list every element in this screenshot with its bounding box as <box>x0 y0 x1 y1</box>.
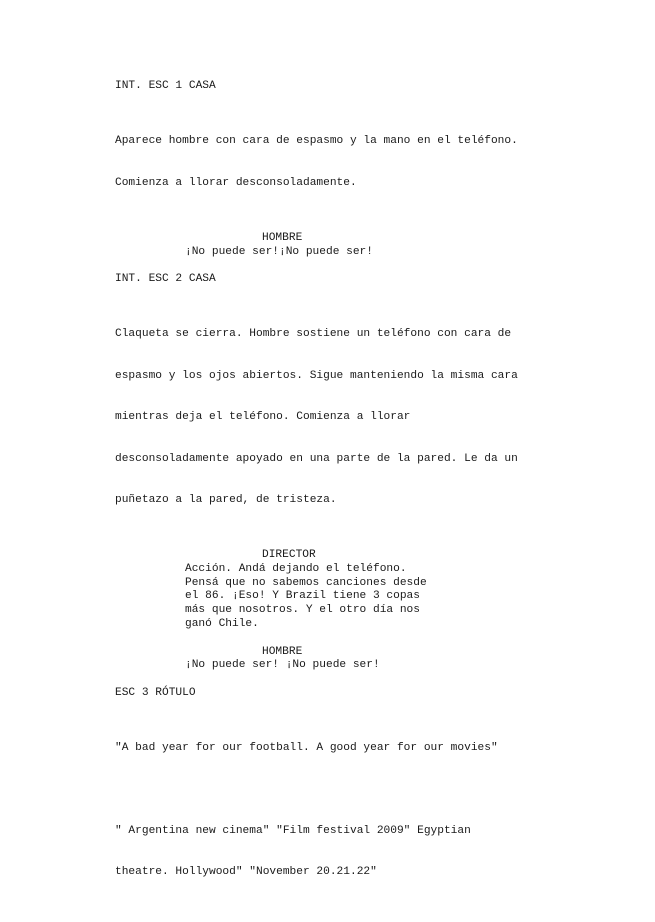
dialogue-line: más que nosotros. Y el otro día nos <box>185 604 420 617</box>
action-line: "A bad year for our football. A good year for our movies" <box>115 742 498 755</box>
action-block <box>115 108 595 218</box>
action-line: espasmo y los ojos abiertos. Sigue manteniendo la misma cara <box>115 369 518 382</box>
character-name: HOMBRE <box>262 645 303 658</box>
action-line: mientras deja el teléfono. Comienza a llorar <box>115 411 411 424</box>
action-line: " Argentina new cinema" "Film festival 2009" Egyptian <box>115 825 471 838</box>
action-line: puñetazo a la pared, de tristeza. <box>115 493 337 506</box>
dialogue-block <box>115 563 475 632</box>
dialogue-line: ¡No puede ser! ¡No puede ser! <box>185 659 380 672</box>
character-name: HOMBRE <box>262 231 303 244</box>
action-block <box>115 715 595 784</box>
dialogue-line: el 86. ¡Eso! Y Brazil tiene 3 copas <box>185 590 420 603</box>
action-line: desconsoladamente apoyado en una parte de la pared. Le da un <box>115 452 518 465</box>
action-line: theatre. Hollywood" "November 20.21.22" <box>115 866 377 879</box>
dialogue-line: ¡No puede ser!¡No puede ser! <box>185 245 373 258</box>
action-line: Claqueta se cierra. Hombre sostiene un teléfono con cara de <box>115 328 512 341</box>
dialogue-line: Acción. Andá dejando el teléfono. <box>185 562 407 575</box>
dialogue-line: ganó Chile. <box>185 618 259 631</box>
screenplay-body <box>115 80 595 922</box>
action-line: Aparece hombre con cara de espasmo y la mano en el teléfono. <box>115 135 518 148</box>
dialogue-block <box>115 246 475 260</box>
dialogue-line: Pensá que no sabemos canciones desde <box>185 576 427 589</box>
scene-heading: INT. ESC 2 CASA <box>115 273 216 286</box>
action-block <box>115 797 595 907</box>
scene-heading: ESC 3 RÓTULO <box>115 687 196 700</box>
character-name: DIRECTOR <box>262 549 316 562</box>
dialogue-block <box>115 659 475 673</box>
action-block <box>115 301 595 536</box>
scene-heading: INT. ESC 1 CASA <box>115 80 216 92</box>
action-line: Comienza a llorar desconsoladamente. <box>115 176 357 189</box>
